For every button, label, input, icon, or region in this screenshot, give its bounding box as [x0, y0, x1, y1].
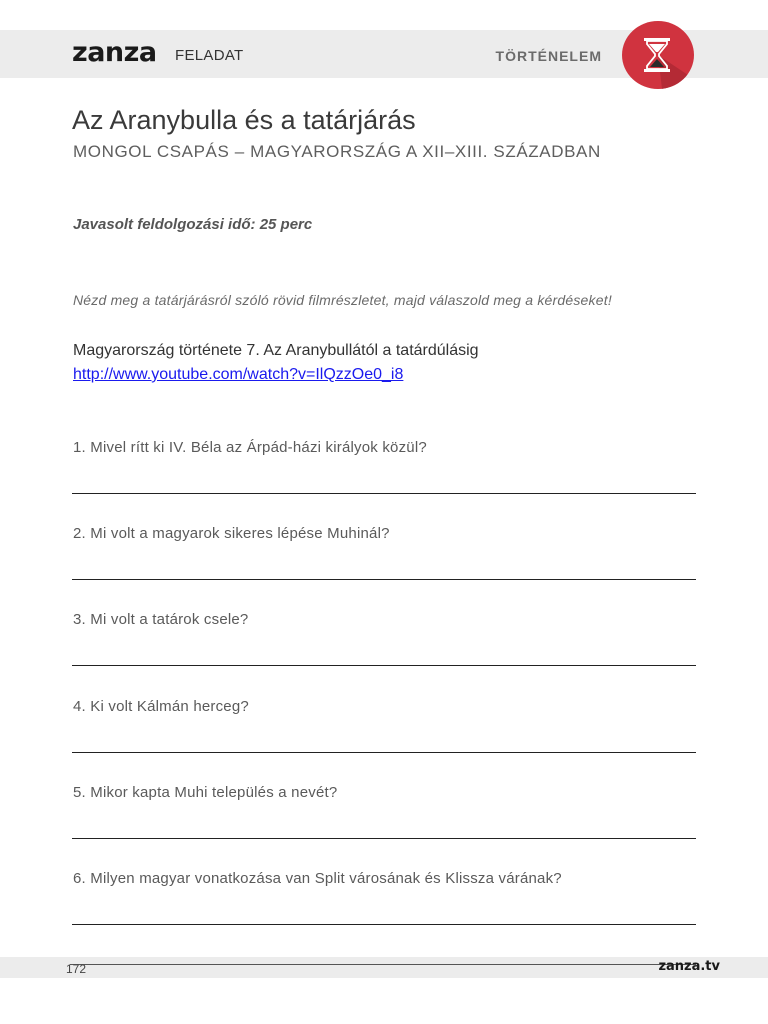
answer-line-1[interactable] [72, 493, 696, 494]
brand-subtitle: FELADAT [175, 47, 244, 64]
answer-line-6[interactable] [72, 924, 696, 925]
hourglass-icon [622, 21, 694, 89]
subject-label: TÖRTÉNELEM [495, 48, 602, 64]
footer-divider [70, 964, 696, 965]
instruction-text: Nézd meg a tatárjárásról szóló rövid filmrészletet, majd válaszold meg a kérdéseket! [73, 292, 612, 308]
question-1: 1. Mivel rítt ki IV. Béla az Árpád-házi királyok közül? [73, 439, 427, 456]
footer-logo: zanza.tv [658, 959, 720, 974]
brand-logo: zanza [72, 37, 157, 68]
question-4: 4. Ki volt Kálmán herceg? [73, 698, 249, 715]
footer-band [0, 957, 768, 978]
question-3: 3. Mi volt a tatárok csele? [73, 611, 249, 628]
answer-line-4[interactable] [72, 752, 696, 753]
video-title: Magyarország története 7. Az Aranybullától a tatárdúlásig [73, 342, 479, 359]
answer-line-5[interactable] [72, 838, 696, 839]
answer-line-3[interactable] [72, 665, 696, 666]
video-link[interactable]: http://www.youtube.com/watch?v=IlQzzOe0_i8 [73, 366, 404, 383]
page-subtitle: MONGOL CSAPÁS – MAGYARORSZÁG A XII–XIII. SZÁZADBAN [73, 142, 601, 161]
question-5: 5. Mikor kapta Muhi település a nevét? [73, 784, 338, 801]
page-number: 172 [66, 962, 87, 976]
time-note: Javasolt feldolgozási idő: 25 perc [73, 216, 313, 233]
subject-badge [622, 21, 694, 89]
answer-line-2[interactable] [72, 579, 696, 580]
question-6: 6. Milyen magyar vonatkozása van Split városának és Klissza várának? [73, 870, 562, 887]
question-2: 2. Mi volt a magyarok sikeres lépése Muhinál? [73, 525, 390, 542]
page-title: Az Aranybulla és a tatárjárás [72, 105, 416, 135]
